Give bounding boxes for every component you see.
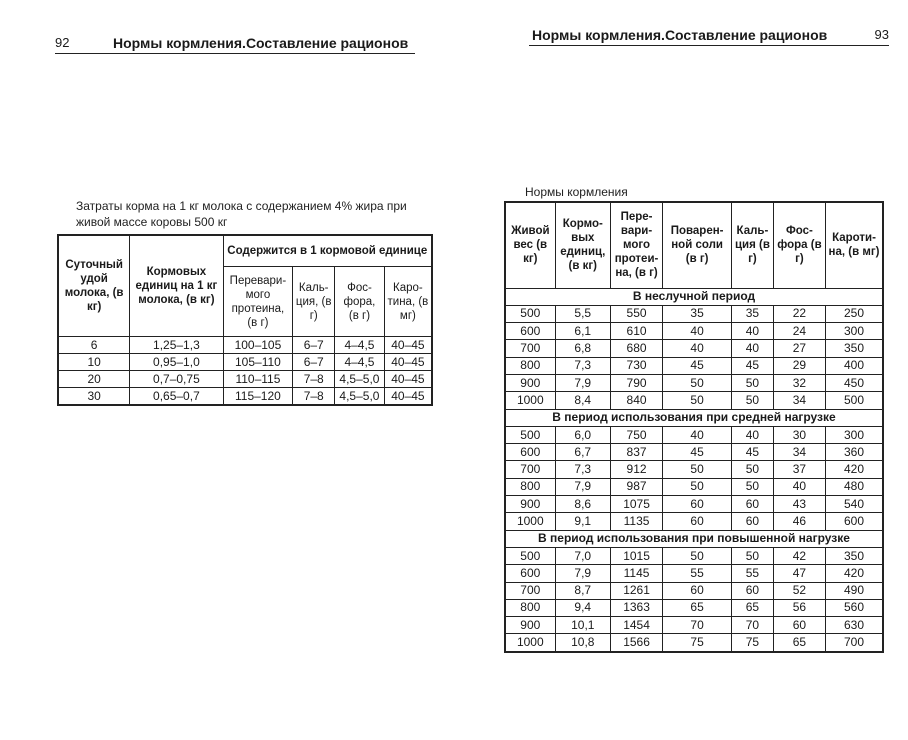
table-cell: 35 — [663, 305, 732, 322]
table-cell: 900 — [505, 496, 555, 513]
right-running-title: Нормы кормления.Составление рационов — [532, 27, 828, 43]
table-row — [505, 323, 883, 340]
table-cell: 10,1 — [555, 617, 610, 634]
table-row — [505, 496, 883, 513]
table-cell: 52 — [773, 582, 825, 599]
header-contains: Содержится в 1 кормовой единице — [223, 235, 432, 267]
header-calcium: Каль-ция, (в г) — [293, 267, 335, 337]
table-cell: 50 — [663, 374, 732, 391]
table-cell: 450 — [826, 374, 883, 391]
table-cell: 70 — [663, 617, 732, 634]
table-cell: 0,7–0,75 — [130, 371, 223, 388]
table-cell: 800 — [505, 478, 555, 495]
table-cell: 500 — [505, 305, 555, 322]
table-cell: 4–4,5 — [335, 354, 385, 371]
table-cell: 1075 — [610, 496, 662, 513]
header-carotene: Каро-тина, (в мг) — [384, 267, 432, 337]
table-row — [58, 388, 432, 406]
table-cell: 40 — [732, 426, 774, 443]
header-phosphorus: Фос-фора, (в г) — [335, 267, 385, 337]
table-cell: 60 — [663, 496, 732, 513]
table-cell: 20 — [58, 371, 130, 388]
right-running-head — [529, 25, 889, 46]
table-cell: 55 — [663, 565, 732, 582]
table-cell: 420 — [826, 565, 883, 582]
table-cell: 6,0 — [555, 426, 610, 443]
section-title: В неслучной период — [505, 288, 883, 305]
table-row — [505, 374, 883, 391]
section-row — [505, 530, 883, 547]
table-cell: 1000 — [505, 634, 555, 652]
table-cell: 4,5–5,0 — [335, 388, 385, 406]
right-page — [454, 0, 908, 740]
section-row — [505, 288, 883, 305]
table-cell: 540 — [826, 496, 883, 513]
table-cell: 45 — [663, 357, 732, 374]
table-cell: 29 — [773, 357, 825, 374]
table-cell: 0,95–1,0 — [130, 354, 223, 371]
column-header: Пере-вари-мого протеи-на, (в г) — [610, 202, 662, 288]
table-cell: 75 — [663, 634, 732, 652]
table-cell: 7,9 — [555, 374, 610, 391]
table-row — [505, 305, 883, 322]
table-cell: 22 — [773, 305, 825, 322]
table-cell: 6–7 — [293, 337, 335, 354]
feed-cost-table-body — [58, 337, 432, 406]
table-cell: 1000 — [505, 513, 555, 530]
table-cell: 65 — [732, 599, 774, 616]
table-cell: 45 — [732, 357, 774, 374]
header-daily-yield: Суточный удой молока, (в кг) — [58, 235, 130, 337]
table-cell: 50 — [663, 392, 732, 409]
table-cell: 34 — [773, 392, 825, 409]
section-title: В период использования при средней нагрузке — [505, 409, 883, 426]
table-cell: 6 — [58, 337, 130, 354]
table-cell: 560 — [826, 599, 883, 616]
table-row — [505, 461, 883, 478]
table-cell: 420 — [826, 461, 883, 478]
table-cell: 6–7 — [293, 354, 335, 371]
table-cell: 900 — [505, 374, 555, 391]
table-cell: 600 — [505, 565, 555, 582]
table-cell: 360 — [826, 444, 883, 461]
table-cell: 480 — [826, 478, 883, 495]
table-cell: 60 — [663, 582, 732, 599]
table-cell: 65 — [663, 599, 732, 616]
table-cell: 7,9 — [555, 478, 610, 495]
table-cell: 600 — [505, 323, 555, 340]
table-cell: 500 — [505, 547, 555, 564]
table-cell: 105–110 — [223, 354, 293, 371]
left-running-title: Нормы кормления.Составление рационов — [113, 35, 409, 51]
table-cell: 1015 — [610, 547, 662, 564]
table-cell: 60 — [732, 496, 774, 513]
table-cell: 40 — [732, 340, 774, 357]
table-cell: 24 — [773, 323, 825, 340]
table-cell: 50 — [732, 547, 774, 564]
table-cell: 32 — [773, 374, 825, 391]
table-cell: 550 — [610, 305, 662, 322]
table-cell: 7–8 — [293, 371, 335, 388]
table-cell: 1145 — [610, 565, 662, 582]
table-cell: 45 — [663, 444, 732, 461]
table-cell: 7,0 — [555, 547, 610, 564]
feeding-norms-table-body — [505, 288, 883, 652]
table-cell: 115–120 — [223, 388, 293, 406]
table-cell: 790 — [610, 374, 662, 391]
header-feed-units: Кормовых единиц на 1 кг молока, (в кг) — [130, 235, 223, 337]
table-cell: 6,1 — [555, 323, 610, 340]
table-cell: 10,8 — [555, 634, 610, 652]
table-cell: 43 — [773, 496, 825, 513]
table-row — [505, 582, 883, 599]
column-header: Кормо-вых единиц, (в кг) — [555, 202, 610, 288]
table-cell: 630 — [826, 617, 883, 634]
table-cell: 50 — [732, 374, 774, 391]
left-page-number: 92 — [55, 35, 70, 50]
table-cell: 65 — [773, 634, 825, 652]
feed-cost-table — [57, 234, 433, 406]
table-cell: 700 — [505, 582, 555, 599]
table-cell: 9,1 — [555, 513, 610, 530]
table-cell: 837 — [610, 444, 662, 461]
table-cell: 1261 — [610, 582, 662, 599]
column-header: Поварен-ной соли (в г) — [663, 202, 732, 288]
table-cell: 40–45 — [384, 388, 432, 406]
table-cell: 1000 — [505, 392, 555, 409]
header-protein: Перевари-мого протеина, (в г) — [223, 267, 293, 337]
table-cell: 700 — [505, 461, 555, 478]
table-cell: 50 — [663, 547, 732, 564]
table-cell: 680 — [610, 340, 662, 357]
table-cell: 40–45 — [384, 371, 432, 388]
table-cell: 75 — [732, 634, 774, 652]
table-cell: 5,5 — [555, 305, 610, 322]
table-cell: 6,7 — [555, 444, 610, 461]
table-cell: 1,25–1,3 — [130, 337, 223, 354]
table-row — [58, 371, 432, 388]
table-cell: 350 — [826, 547, 883, 564]
table-row — [505, 444, 883, 461]
table-cell: 55 — [732, 565, 774, 582]
table-cell: 610 — [610, 323, 662, 340]
table-cell: 7–8 — [293, 388, 335, 406]
table-row — [505, 513, 883, 530]
table-cell: 60 — [773, 617, 825, 634]
table-cell: 34 — [773, 444, 825, 461]
table-cell: 35 — [732, 305, 774, 322]
column-header: Живой вес (в кг) — [505, 202, 555, 288]
table-cell: 10 — [58, 354, 130, 371]
table-cell: 40 — [663, 340, 732, 357]
table-cell: 27 — [773, 340, 825, 357]
table-cell: 912 — [610, 461, 662, 478]
table-cell: 40–45 — [384, 354, 432, 371]
table-cell: 1135 — [610, 513, 662, 530]
table-cell: 70 — [732, 617, 774, 634]
table-row — [505, 565, 883, 582]
table-row — [58, 354, 432, 371]
table-row — [505, 634, 883, 652]
table-cell: 700 — [826, 634, 883, 652]
table-cell: 350 — [826, 340, 883, 357]
table-row — [505, 357, 883, 374]
table-cell: 250 — [826, 305, 883, 322]
table-cell: 730 — [610, 357, 662, 374]
table-cell: 40–45 — [384, 337, 432, 354]
table-cell: 300 — [826, 426, 883, 443]
column-header: Каль-ция (в г) — [732, 202, 774, 288]
table-cell: 8,7 — [555, 582, 610, 599]
table-cell: 50 — [663, 478, 732, 495]
table-cell: 987 — [610, 478, 662, 495]
table-cell: 750 — [610, 426, 662, 443]
table-cell: 100–105 — [223, 337, 293, 354]
section-row — [505, 409, 883, 426]
table-row — [505, 617, 883, 634]
table-cell: 500 — [505, 426, 555, 443]
table-cell: 300 — [826, 323, 883, 340]
table-cell: 47 — [773, 565, 825, 582]
table-cell: 7,3 — [555, 357, 610, 374]
table-cell: 56 — [773, 599, 825, 616]
feeding-norms-table — [504, 201, 884, 653]
table-row — [505, 392, 883, 409]
table-cell: 30 — [58, 388, 130, 406]
column-header: Фос-фора (в г) — [773, 202, 825, 288]
table-cell: 7,9 — [555, 565, 610, 582]
table-cell: 40 — [663, 323, 732, 340]
left-running-head — [55, 33, 415, 54]
feeding-norms-header-row — [505, 202, 883, 288]
table-cell: 46 — [773, 513, 825, 530]
table-cell: 900 — [505, 617, 555, 634]
section-title: В период использования при повышенной нагрузке — [505, 530, 883, 547]
table-cell: 37 — [773, 461, 825, 478]
table-cell: 30 — [773, 426, 825, 443]
right-table-caption: Нормы кормления — [525, 185, 628, 199]
table-cell: 840 — [610, 392, 662, 409]
table-row — [505, 340, 883, 357]
left-table-caption: Затраты корма на 1 кг молока с содержанием 4% жира при живой массе коровы 500 кг — [76, 199, 407, 229]
table-row — [505, 426, 883, 443]
table-cell: 60 — [732, 513, 774, 530]
table-cell: 50 — [663, 461, 732, 478]
table-cell: 45 — [732, 444, 774, 461]
table-cell: 60 — [663, 513, 732, 530]
table-cell: 800 — [505, 599, 555, 616]
table-row — [58, 337, 432, 354]
table-cell: 8,4 — [555, 392, 610, 409]
table-row — [505, 599, 883, 616]
table-cell: 50 — [732, 392, 774, 409]
table-cell: 600 — [505, 444, 555, 461]
table-cell: 490 — [826, 582, 883, 599]
table-cell: 1363 — [610, 599, 662, 616]
table-cell: 40 — [663, 426, 732, 443]
table-cell: 500 — [826, 392, 883, 409]
table-cell: 6,8 — [555, 340, 610, 357]
table-cell: 60 — [732, 582, 774, 599]
table-cell: 50 — [732, 461, 774, 478]
table-cell: 1454 — [610, 617, 662, 634]
table-cell: 1566 — [610, 634, 662, 652]
table-cell: 600 — [826, 513, 883, 530]
right-page-number: 93 — [874, 27, 889, 42]
table-cell: 7,3 — [555, 461, 610, 478]
table-row — [505, 547, 883, 564]
table-cell: 4–4,5 — [335, 337, 385, 354]
table-cell: 4,5–5,0 — [335, 371, 385, 388]
table-cell: 0,65–0,7 — [130, 388, 223, 406]
table-cell: 110–115 — [223, 371, 293, 388]
table-row — [505, 478, 883, 495]
table-cell: 800 — [505, 357, 555, 374]
column-header: Кароти-на, (в мг) — [826, 202, 883, 288]
table-cell: 50 — [732, 478, 774, 495]
table-cell: 400 — [826, 357, 883, 374]
table-cell: 700 — [505, 340, 555, 357]
table-cell: 9,4 — [555, 599, 610, 616]
table-cell: 42 — [773, 547, 825, 564]
table-cell: 40 — [732, 323, 774, 340]
table-cell: 8,6 — [555, 496, 610, 513]
table-cell: 40 — [773, 478, 825, 495]
